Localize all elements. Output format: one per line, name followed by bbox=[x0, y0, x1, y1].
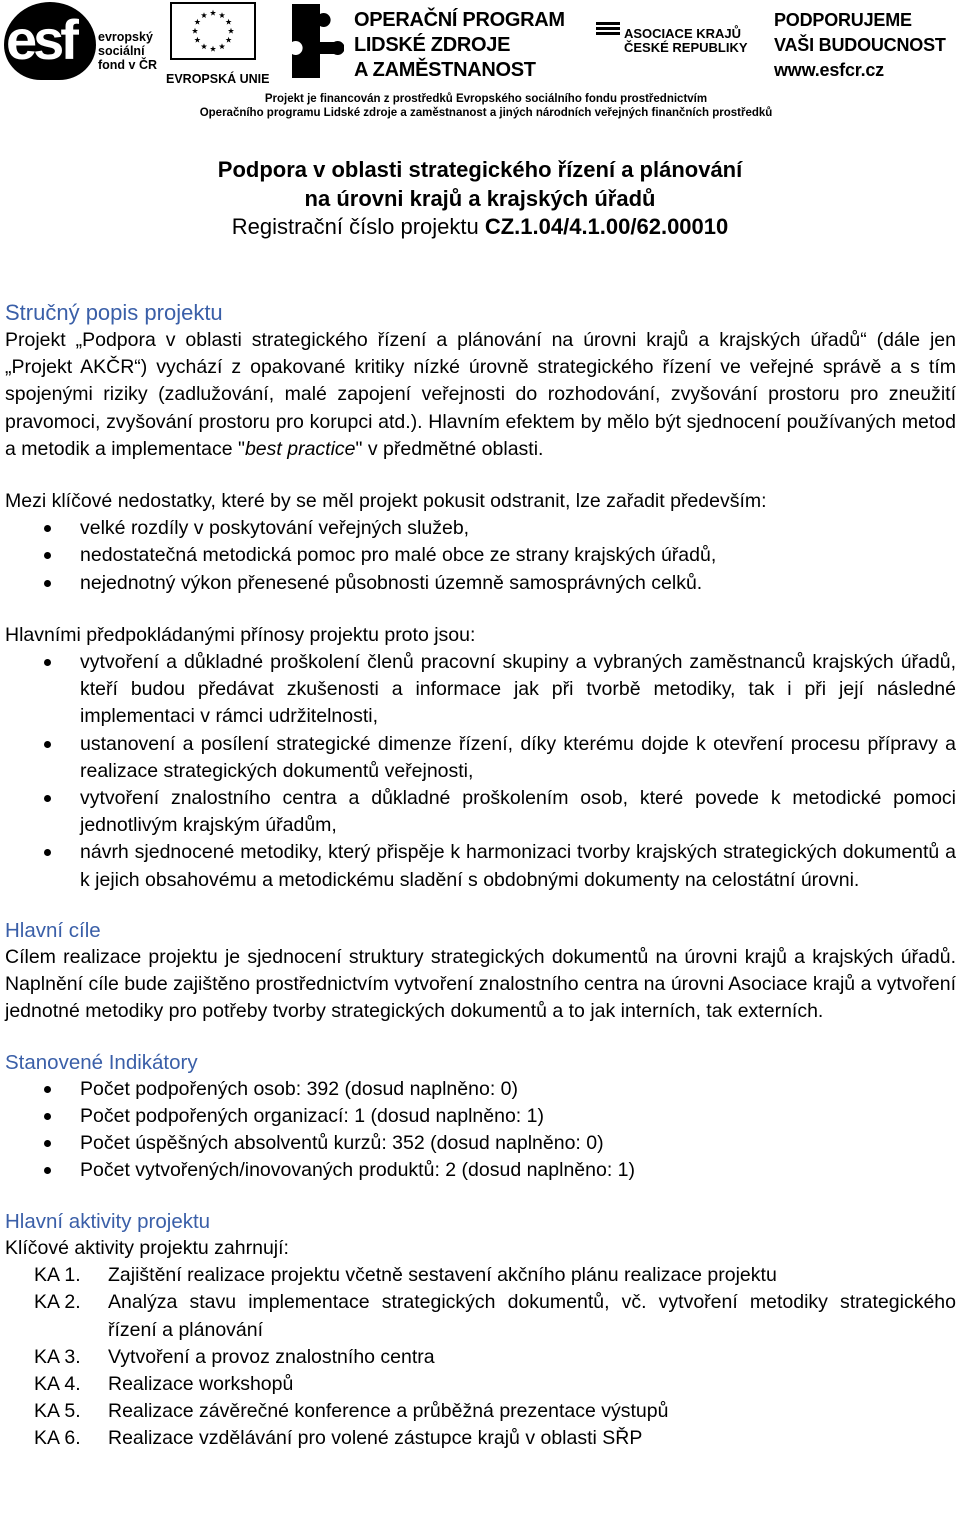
eu-star-icon bbox=[228, 28, 234, 34]
ak-stripes-icon bbox=[596, 10, 622, 50]
deficits-intro: Mezi klíčové nedostatky, které by se měl projekt pokusit odstranit, lze zařadit především: bbox=[5, 490, 767, 513]
op-line: A ZAMĚSTNANOST bbox=[354, 59, 536, 81]
list-item: Počet podpořených organizací: 1 (dosud naplněno: 1) bbox=[5, 1103, 956, 1130]
deficits-list bbox=[5, 515, 956, 597]
list-item bbox=[5, 1371, 956, 1398]
financing-note bbox=[196, 92, 776, 120]
section-heading-indicators: Stanovené Indikátory bbox=[5, 1050, 198, 1074]
eu-star-icon bbox=[219, 43, 225, 49]
puzzle-icon bbox=[290, 2, 344, 80]
activity-number: KA 3. bbox=[34, 1345, 81, 1368]
activity-text: Analýza stavu implementace strategických dokumentů, vč. vytvoření metodiky strategického řízení a plánování bbox=[108, 1291, 956, 1341]
document-body bbox=[5, 298, 956, 1453]
activity-text: Realizace vzdělávání pro volené zástupce krajů v oblasti SŘP bbox=[108, 1427, 643, 1450]
eu-star-icon bbox=[226, 37, 232, 43]
goals-paragraph: Cílem realizace projektu je sjednocení struktury strategických dokumentů na úrovni krajů a krajských úřadů. Naplnění cíle bude zajištěno prostřednictvím vytvoření znalostního centra na úrovni Asociace krajů a vytvoření jednotné metodiky pro potřeby tvorby strategických dokumentů a to jak interních, tak externích. bbox=[5, 946, 956, 1023]
summary-paragraph bbox=[5, 327, 956, 463]
list-item bbox=[5, 1289, 956, 1343]
esf-line: evropský bbox=[98, 30, 153, 44]
benefits-list bbox=[5, 649, 956, 894]
list-item: nedostatečná metodická pomoc pro malé obce ze strany krajských úřadů, bbox=[5, 542, 956, 569]
ak-logo bbox=[596, 10, 756, 80]
activity-text: Realizace závěrečné konference a průběžná prezentace výstupů bbox=[108, 1400, 669, 1423]
slogan bbox=[774, 8, 946, 83]
ak-line: ASOCIACE KRAJŮ bbox=[624, 26, 742, 41]
op-line: OPERAČNÍ PROGRAM bbox=[354, 9, 565, 31]
activities-list bbox=[5, 1262, 956, 1452]
esf-line: sociální bbox=[98, 44, 145, 58]
registration-number bbox=[232, 214, 729, 239]
eu-star-icon bbox=[210, 10, 216, 16]
eu-logo bbox=[166, 2, 270, 86]
section-heading-summary: Stručný popis projektu bbox=[5, 300, 223, 325]
slogan-url: www.esfcr.cz bbox=[774, 60, 884, 80]
registration-prefix: Registrační číslo projektu bbox=[231, 214, 485, 239]
eu-star-icon bbox=[192, 28, 198, 34]
list-item: Počet vytvořených/inovovaných produktů: 2 (dosud naplněno: 1) bbox=[5, 1157, 956, 1184]
list-item: Počet úspěšných absolventů kurzů: 352 (dosud naplněno: 0) bbox=[5, 1130, 956, 1157]
logo-bar bbox=[0, 0, 960, 124]
eu-star-icon bbox=[210, 46, 216, 52]
list-item bbox=[5, 1398, 956, 1425]
list-item bbox=[5, 1344, 956, 1371]
op-logo-text bbox=[354, 8, 565, 83]
activity-text: Realizace workshopů bbox=[108, 1372, 294, 1395]
activity-number: KA 2. bbox=[34, 1291, 81, 1314]
benefits-intro: Hlavními předpokládanými přínosy projektu proto jsou: bbox=[5, 623, 476, 646]
list-item bbox=[5, 1425, 956, 1452]
eu-star-icon bbox=[194, 37, 200, 43]
title-line-1: Podpora v oblasti strategického řízení a plánování bbox=[217, 157, 743, 182]
summary-text-b: " v předmětné oblasti. bbox=[355, 437, 544, 460]
eu-star-icon bbox=[194, 19, 200, 25]
list-item: vytvoření a důkladné proškolení členů pracovní skupiny a vybraných zaměstnanců krajských úřadů, kteří budou předávat zkušenosti a informace jak při tvorbě metodiky, tak i při její následné implementaci v rámci udržitelnosti, bbox=[5, 649, 956, 731]
section-heading-goals: Hlavní cíle bbox=[5, 918, 101, 942]
eu-star-icon bbox=[201, 43, 207, 49]
indicators-list bbox=[5, 1076, 956, 1185]
financing-line: Projekt je financován z prostředků Evropského sociálního fondu prostřednictvím bbox=[264, 93, 708, 105]
summary-emphasis: best practice bbox=[244, 437, 356, 460]
slogan-line: PODPORUJEME bbox=[774, 10, 912, 30]
financing-line: Operačního programu Lidské zdroje a zaměstnanost a jiných národních veřejných finančních prostředků bbox=[199, 107, 773, 119]
document-title bbox=[0, 156, 960, 242]
eu-star-icon bbox=[219, 12, 225, 18]
list-item: velké rozdíly v poskytování veřejných služeb, bbox=[5, 515, 956, 542]
list-item: ustanovení a posílení strategické dimenze řízení, díky kterému dojde k otevření procesu přípravy a realizace strategických dokumentů veřejnosti, bbox=[5, 731, 956, 785]
slogan-line: VAŠI BUDOUCNOST bbox=[774, 35, 946, 55]
activity-text: Vytvoření a provoz znalostního centra bbox=[108, 1345, 435, 1368]
activity-number: KA 5. bbox=[34, 1400, 81, 1423]
list-item: návrh sjednocené metodiky, který přispěje k harmonizaci tvorby krajských strategických dokumentů a k jejich obsahovému a metodickému sladění s obdobnými dokumenty na celostátní úrovni. bbox=[5, 839, 956, 893]
esf-line: fond v ČR bbox=[98, 58, 158, 72]
esf-logo-text bbox=[98, 30, 157, 72]
activity-number: KA 1. bbox=[34, 1264, 81, 1287]
list-item: Počet podpořených osob: 392 (dosud naplněno: 0) bbox=[5, 1076, 956, 1103]
title-line-2: na úrovni krajů a krajských úřadů bbox=[304, 185, 656, 211]
list-item bbox=[5, 1262, 956, 1289]
list-item: vytvoření znalostního centra a důkladné proškolením osob, které povede k metodické pomoci jednotlivým krajským úřadům, bbox=[5, 785, 956, 839]
activity-number: KA 6. bbox=[34, 1427, 81, 1450]
eu-flag-icon bbox=[170, 2, 256, 60]
op-line: LIDSKÉ ZDROJE bbox=[354, 34, 511, 56]
summary-text-a: Projekt „Podpora v oblasti strategického řízení a plánování na úrovni krajů a krajských úřadů“ (dále jen „Projekt AKČR“) vychází z opakované kritiky nízké úrovně strategického řízení ve veřejné správě a s tím spojenými riziky (zadlužování, malé zapojení veřejnosti do rozhodování, zvyšování prostoru pro zneužití pravomoci, zvyšování prostoru pro korupci atd.). Hlavním efektem by mělo být sjednocení používaných metod a metodik a implementace " bbox=[5, 329, 956, 460]
ak-line: ČESKÉ REPUBLIKY bbox=[624, 40, 748, 55]
eu-label: EVROPSKÁ UNIE bbox=[166, 72, 270, 86]
registration-code: CZ.1.04/4.1.00/62.00010 bbox=[484, 214, 729, 239]
op-logo bbox=[286, 2, 586, 82]
activity-number: KA 4. bbox=[34, 1372, 81, 1395]
esf-logo bbox=[4, 2, 96, 80]
eu-star-icon bbox=[226, 19, 232, 25]
activity-text: Zajištění realizace projektu včetně sestavení akčního plánu realizace projektu bbox=[108, 1264, 777, 1287]
esf-logo-letters: esf bbox=[6, 8, 75, 71]
eu-star-icon bbox=[201, 12, 207, 18]
list-item: nejednotný výkon přenesené působnosti územně samosprávných celků. bbox=[5, 570, 956, 597]
ak-logo-text bbox=[624, 27, 748, 55]
section-heading-activities: Hlavní aktivity projektu bbox=[5, 1209, 211, 1233]
activities-intro: Klíčové aktivity projektu zahrnují: bbox=[5, 1236, 289, 1259]
